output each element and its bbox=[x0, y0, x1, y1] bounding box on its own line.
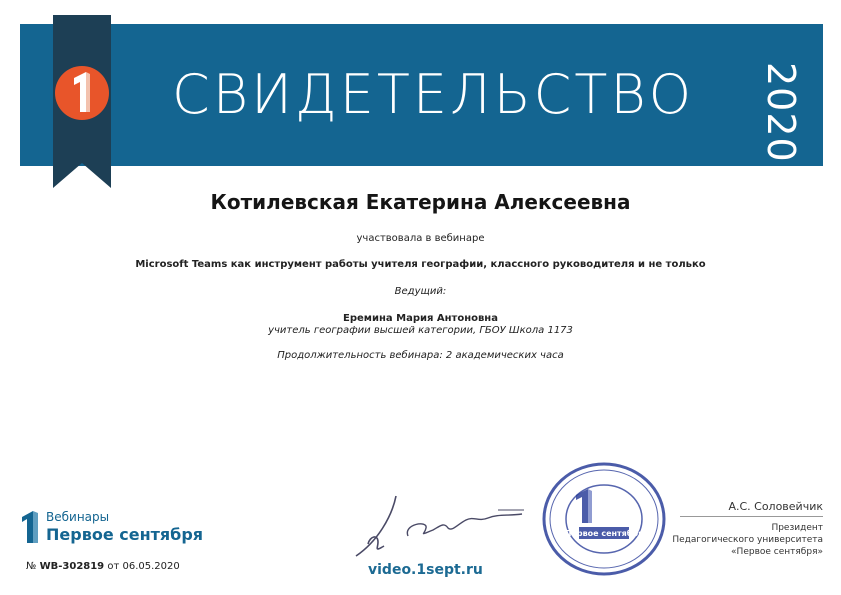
number-prefix: № bbox=[26, 561, 37, 572]
certificate-number bbox=[26, 561, 180, 572]
signer-role-line: «Первое сентября» bbox=[731, 547, 823, 557]
number-value: WB-302819 bbox=[39, 561, 105, 572]
host-name: Еремина Мария Антоновна bbox=[343, 313, 498, 324]
logo-small-text: Вебинары bbox=[46, 510, 110, 524]
logo-big-text: Первое сентября bbox=[46, 525, 204, 544]
signer-name: А.С. Соловейчик bbox=[728, 500, 823, 513]
signer-role bbox=[660, 522, 823, 558]
certificate-date: от 06.05.2020 bbox=[107, 561, 180, 572]
signature-icon bbox=[348, 486, 548, 566]
signer-role-line: Педагогического университета bbox=[672, 535, 823, 545]
certificate-title: СВИДЕТЕЛЬСТВО bbox=[172, 63, 695, 126]
host-position: учитель географии высшей категории, ГБОУ Школа 1173 bbox=[268, 325, 573, 336]
webinar-title: Microsoft Teams как инструмент работы учителя географии, классного руководителя и не только bbox=[135, 259, 706, 270]
recipient-name: Котилевская Екатерина Алексеевна bbox=[210, 190, 631, 214]
participation-text: участвовала в вебинаре bbox=[356, 233, 485, 244]
certificate-year: 2020 bbox=[759, 62, 803, 163]
ribbon-badge-icon bbox=[53, 15, 111, 188]
webinar-duration: Продолжительность вебинара: 2 академических часа bbox=[277, 350, 564, 361]
stamp-label: Первое сентября bbox=[564, 529, 644, 538]
seal-stamp-icon bbox=[541, 461, 667, 577]
signer-role-line: Президент bbox=[771, 523, 823, 533]
website-link[interactable]: video.1sept.ru bbox=[368, 562, 483, 578]
signature-line bbox=[680, 516, 823, 517]
webinars-logo bbox=[20, 508, 204, 548]
logo-one-icon bbox=[20, 510, 40, 544]
host-label: Ведущий: bbox=[394, 286, 447, 297]
